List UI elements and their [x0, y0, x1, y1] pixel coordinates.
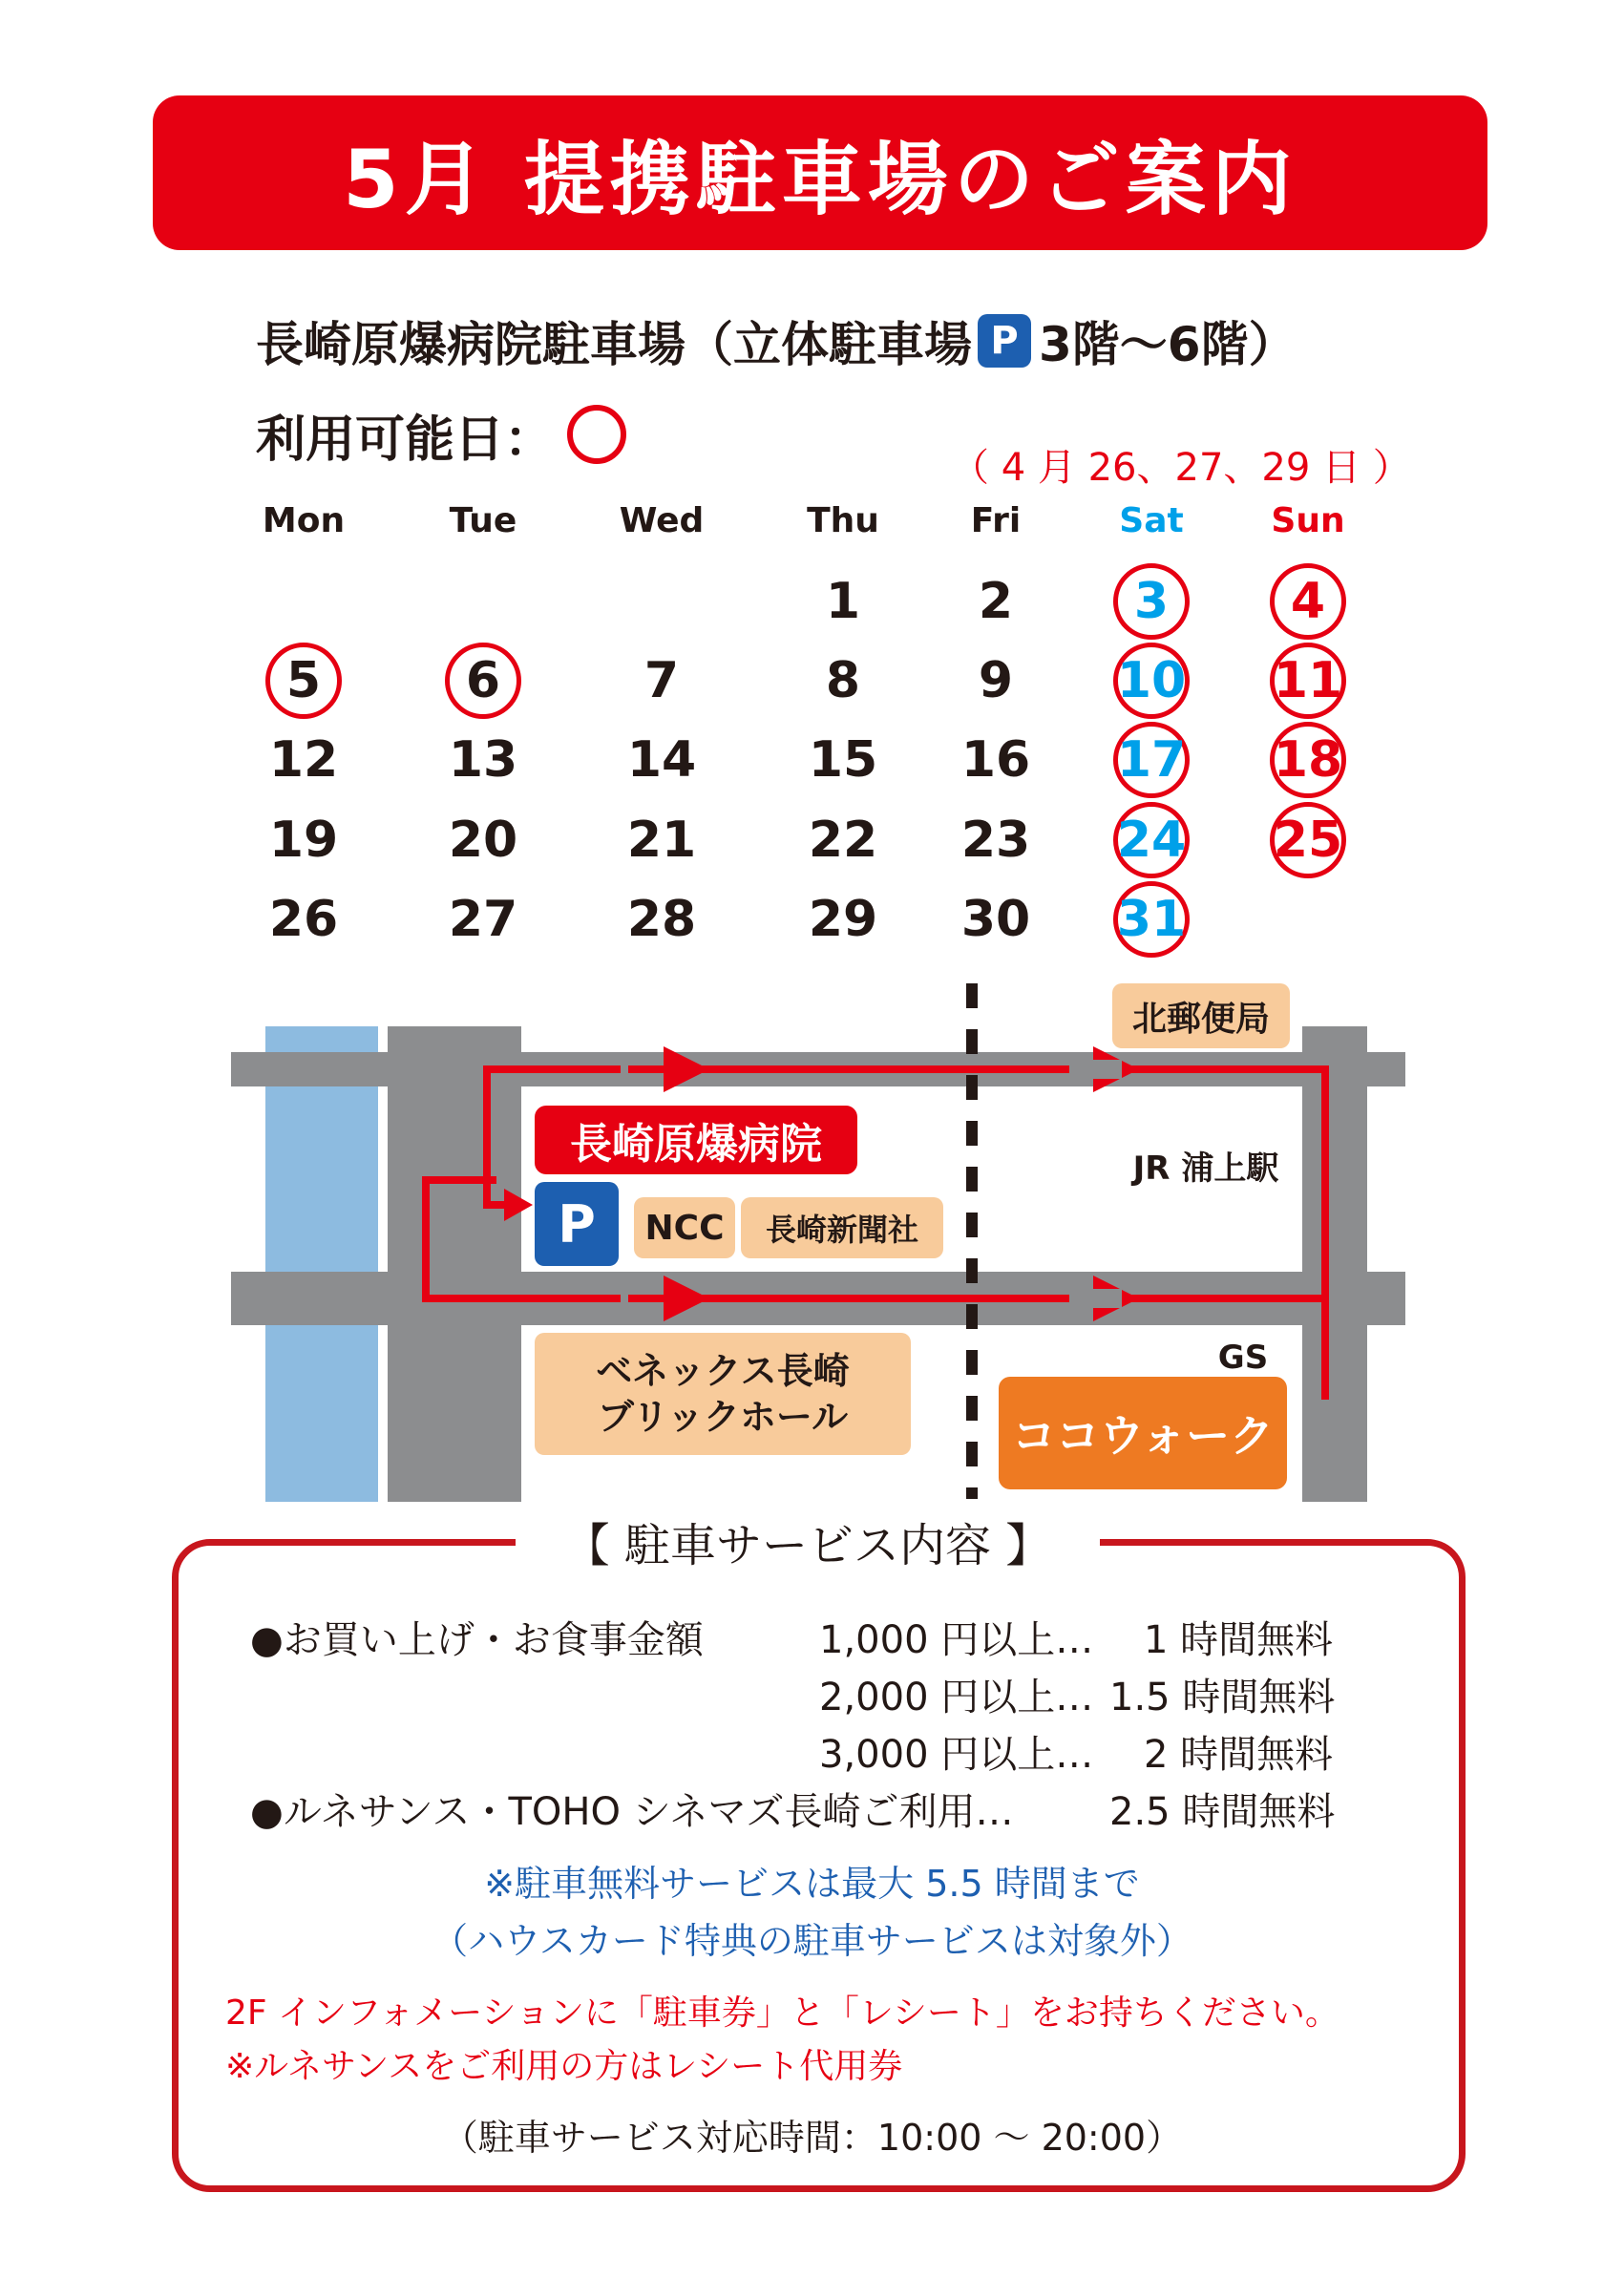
road-vertical-east: [1302, 1026, 1367, 1502]
tier-3-free: 2 時間無料: [1144, 1733, 1334, 1777]
weekday-header-tue: Tue: [449, 501, 517, 540]
road-vertical-west: [388, 1026, 521, 1502]
service-hours: （駐車サービス対応時間：10:00 ～ 20:00）: [441, 2117, 1183, 2159]
available-circle-icon: [567, 405, 626, 464]
access-map: [0, 964, 1624, 1518]
route-gap-1: [621, 1060, 628, 1079]
renaissance-note: ※ルネサンスをご利用の方はレシート代用券: [225, 2047, 903, 2086]
cinema-free: 2.5 時間無料: [1109, 1790, 1336, 1834]
lot-close-paren: ）: [1248, 317, 1297, 372]
calendar-day-19: 19: [268, 812, 339, 869]
benex-line2: ブリックホール: [597, 1396, 849, 1438]
ncc-label: NCC: [634, 1197, 735, 1258]
calendar-day-25: 25: [1270, 802, 1346, 878]
lot-type: 立体駐車場: [733, 317, 972, 372]
information-instruction: 2F インフォメーションに「駐車券」と「レシート」をお持ちください。: [225, 1993, 1339, 2033]
calendar-day-29: 29: [808, 891, 878, 948]
tier-1-free: 1 時間無料: [1144, 1618, 1334, 1662]
calendar-day-24: 24: [1113, 802, 1190, 878]
page-title: 5月 提携駐車場のご案内: [343, 132, 1297, 226]
hospital-label: 長崎原爆病院: [535, 1106, 857, 1174]
calendar-day-28: 28: [626, 891, 697, 948]
route-gap-4: [1069, 1289, 1122, 1308]
calendar-day-4: 4: [1270, 563, 1346, 640]
station-label: JR 浦上駅: [1132, 1149, 1279, 1188]
weekday-header-thu: Thu: [807, 501, 879, 540]
purchase-label: ●お買い上げ・お食事金額: [250, 1618, 704, 1662]
title-banner: [153, 95, 1487, 250]
lot-open-paren: （: [685, 317, 733, 372]
newspaper-label: 長崎新聞社: [741, 1197, 943, 1258]
calendar-day-15: 15: [808, 731, 878, 789]
weekday-header-sun: Sun: [1271, 501, 1345, 540]
cocowalk-label: ココウォーク: [999, 1377, 1287, 1489]
tier-3-amount: 3,000 円以上…: [819, 1733, 1094, 1777]
calendar-day-5: 5: [265, 643, 342, 719]
calendar-day-17: 17: [1113, 722, 1190, 798]
route-gap-3: [621, 1289, 628, 1308]
calendar-day-11: 11: [1270, 643, 1346, 719]
calendar-day-9: 9: [978, 652, 1014, 709]
lot-floors: 3階～6階: [1039, 317, 1249, 372]
calendar-day-13: 13: [448, 731, 518, 789]
parking-p-icon: P: [978, 314, 1031, 368]
tier-2-free: 1.5 時間無料: [1109, 1676, 1336, 1719]
calendar-day-6: 6: [445, 643, 521, 719]
calendar-day-7: 7: [643, 652, 680, 709]
calendar-day-3: 3: [1113, 563, 1190, 640]
hospital-parking-icon: P: [535, 1182, 619, 1266]
service-heading: 【 駐車サービス内容 】: [516, 1516, 1100, 1566]
april-dates-note: （ 4 月 26、27、29 日 ）: [951, 446, 1411, 490]
gas-station-label: GS: [1217, 1339, 1269, 1377]
availability-legend: [256, 401, 626, 468]
calendar-day-21: 21: [626, 812, 697, 869]
calendar-day-27: 27: [448, 891, 518, 948]
max-free-note: ※駐車無料サービスは最大 5.5 時間まで: [484, 1863, 1140, 1905]
river: [265, 1026, 378, 1502]
calendar-day-10: 10: [1113, 643, 1190, 719]
calendar-day-20: 20: [448, 812, 518, 869]
post-office-label: 北郵便局: [1112, 983, 1290, 1048]
calendar-day-18: 18: [1270, 722, 1346, 798]
benex-line1: ベネックス長崎: [596, 1350, 850, 1392]
route-gap-2: [1069, 1060, 1122, 1079]
availability-label: 利用可能日：: [256, 411, 555, 469]
weekday-header-sat: Sat: [1119, 501, 1184, 540]
cinema-label: ●ルネサンス・TOHO シネマズ長崎ご利用…: [250, 1790, 1014, 1834]
weekday-header-mon: Mon: [262, 501, 346, 540]
weekday-header-wed: Wed: [619, 501, 705, 540]
calendar-day-26: 26: [268, 891, 339, 948]
benex-brick-hall-label: [535, 1333, 911, 1455]
tier-1-amount: 1,000 円以上…: [819, 1618, 1094, 1662]
calendar-day-8: 8: [825, 652, 861, 709]
calendar-day-31: 31: [1113, 881, 1190, 958]
calendar-day-16: 16: [960, 731, 1031, 789]
house-card-exclusion: （ハウスカード特典の駐車サービスは対象外）: [432, 1920, 1192, 1962]
calendar-day-12: 12: [268, 731, 339, 789]
calendar-day-23: 23: [960, 812, 1031, 869]
lot-name: 長崎原爆病院駐車場: [256, 317, 685, 372]
calendar-day-14: 14: [626, 731, 697, 789]
calendar-day-30: 30: [960, 891, 1031, 948]
weekday-header-fri: Fri: [970, 501, 1022, 540]
calendar-day-1: 1: [825, 573, 861, 630]
calendar-day-22: 22: [808, 812, 878, 869]
parking-lot-title: [256, 307, 1297, 374]
calendar-day-2: 2: [978, 573, 1014, 630]
tier-2-amount: 2,000 円以上…: [819, 1676, 1094, 1719]
may-calendar: [237, 501, 1402, 950]
